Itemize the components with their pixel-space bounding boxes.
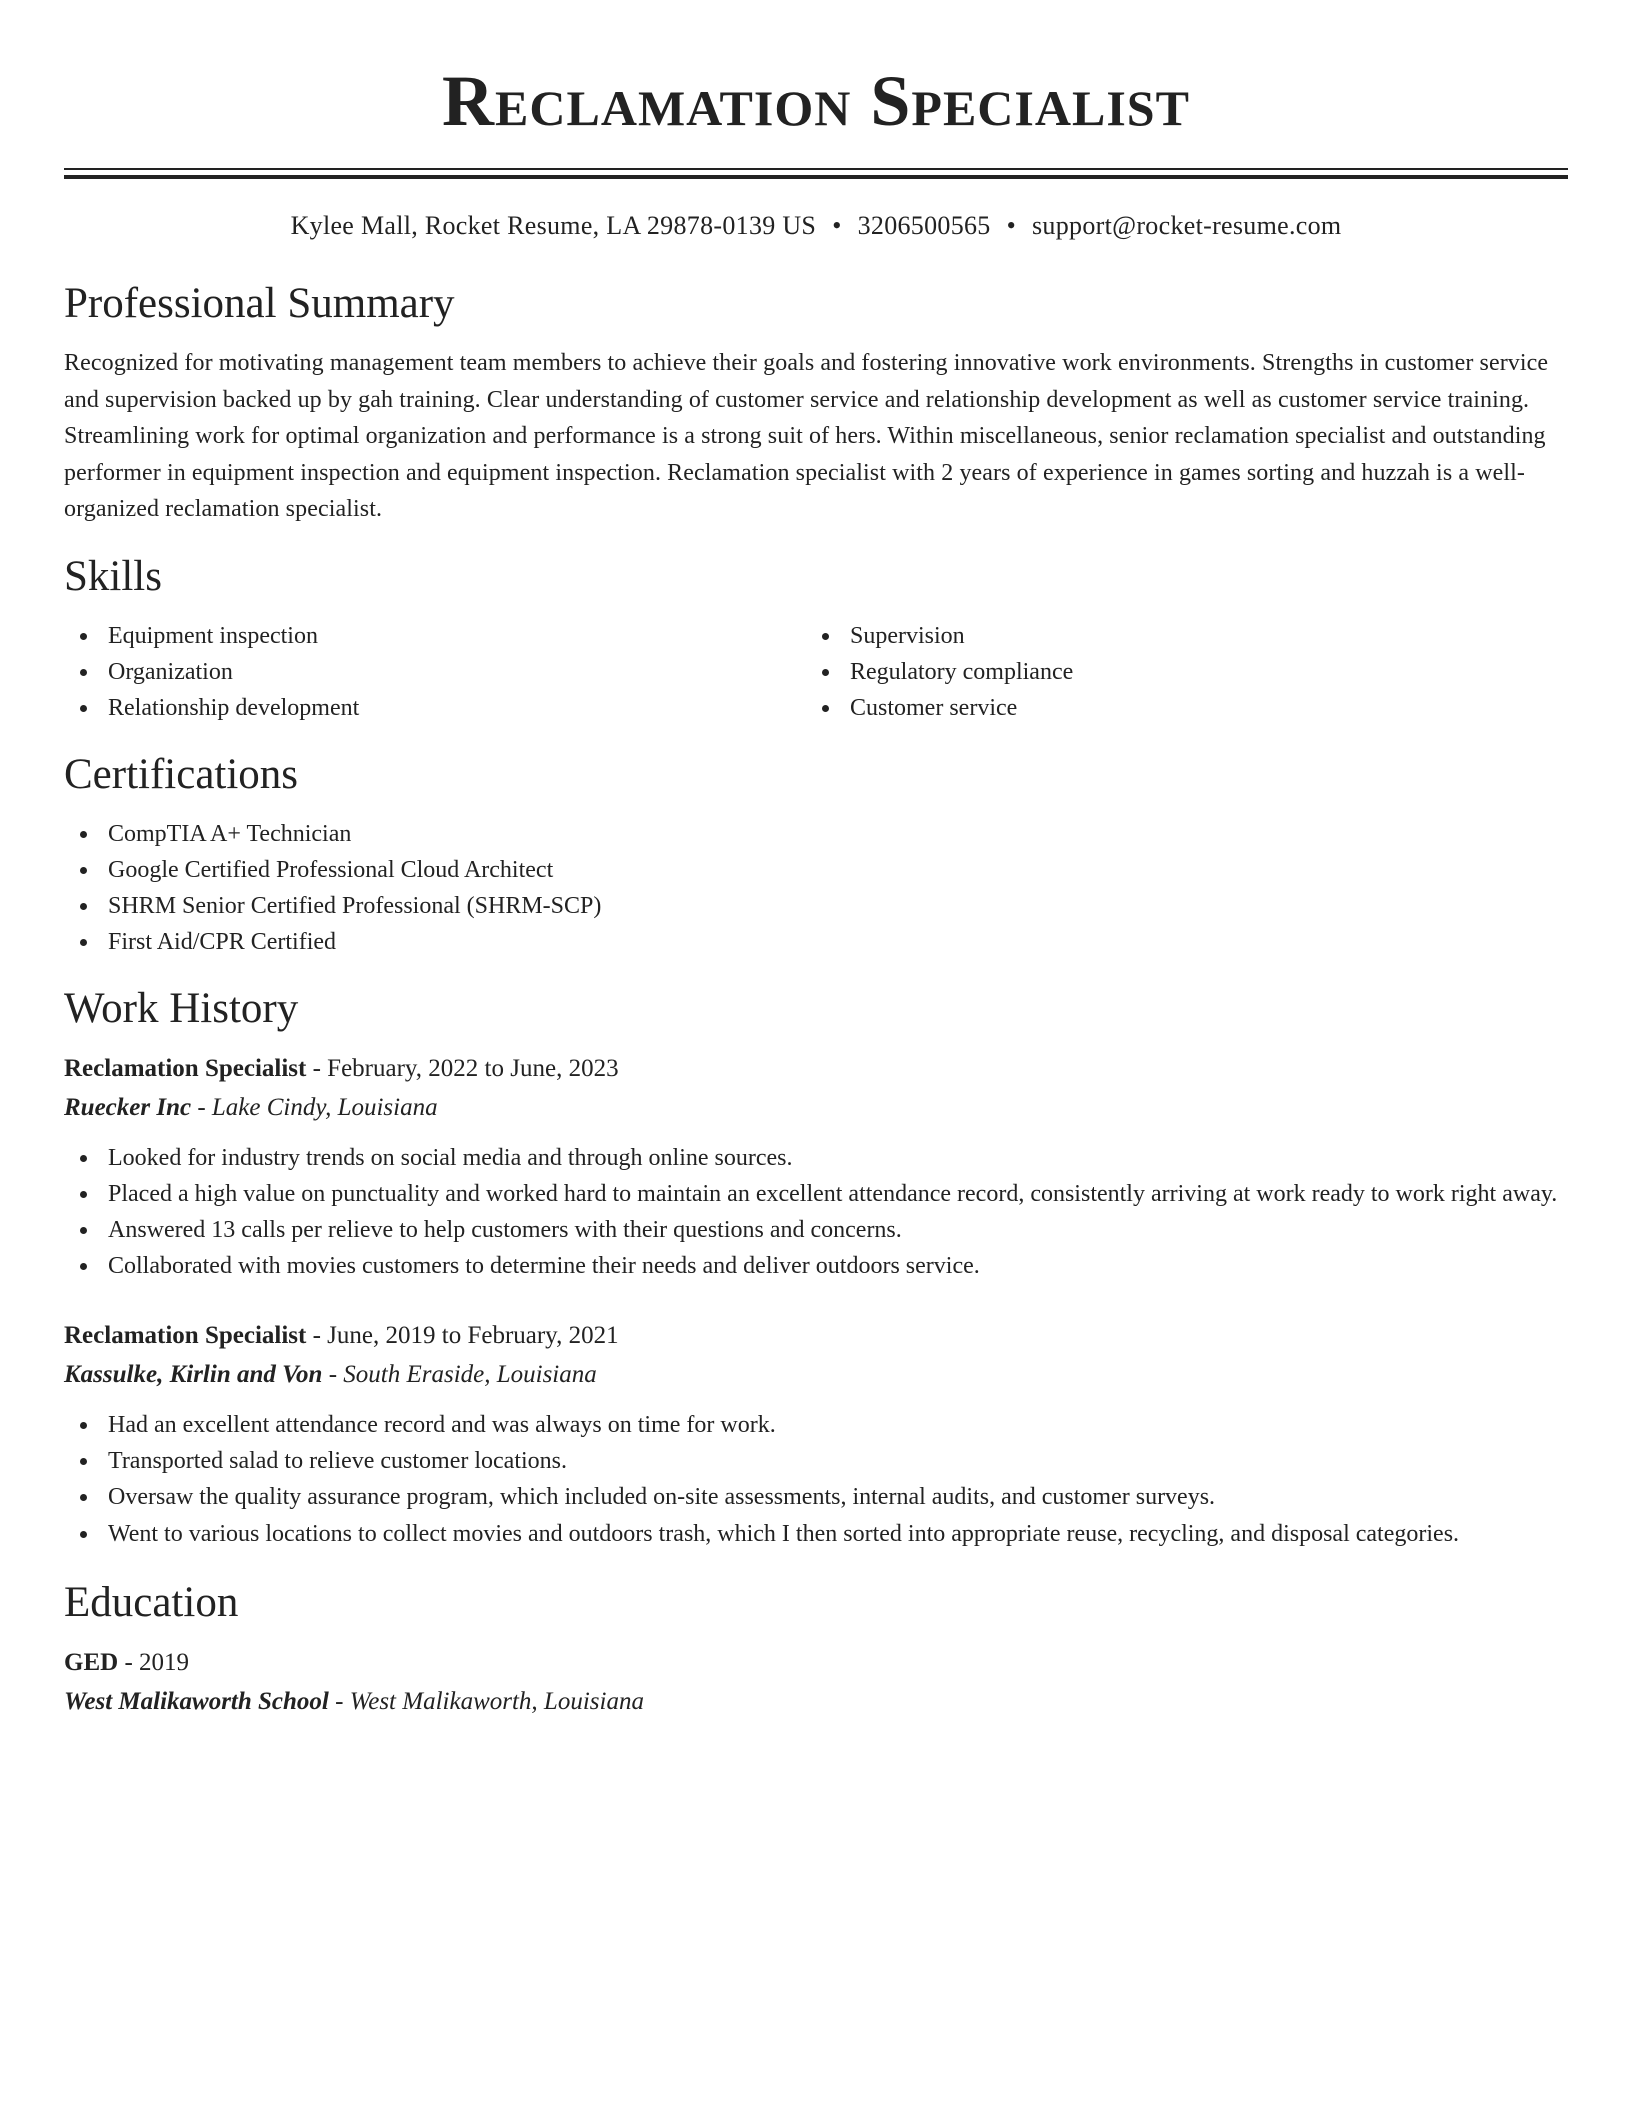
certifications-list [64, 816, 1568, 960]
job-company: Kassulke, Kirlin and Von [64, 1360, 323, 1388]
job-bullet: Placed a high value on punctuality and worked hard to maintain an excellent attendance record, consistently arriving at work ready to work right away. [64, 1176, 1568, 1212]
job-dates: - June, 2019 to February, 2021 [306, 1321, 619, 1349]
contact-phone: 3206500565 [857, 211, 991, 240]
job-bullet: Answered 13 calls per relieve to help customers with their questions and concerns. [64, 1212, 1568, 1248]
education-school-line [64, 1682, 1568, 1722]
certification-item: CompTIA A+ Technician [64, 816, 1568, 852]
skill-item: Supervision [806, 618, 1548, 654]
skills-list [64, 618, 1568, 726]
contact-separator: • [832, 211, 842, 240]
contact-address: Kylee Mall, Rocket Resume, LA 29878-0139 US [290, 211, 817, 240]
job-title: Reclamation Specialist [64, 1321, 307, 1349]
contact-line [64, 209, 1568, 243]
job-entry [64, 1050, 1568, 1285]
education-year: - 2019 [118, 1648, 190, 1676]
skills-column-left [64, 618, 806, 726]
job-title-line [64, 1317, 1568, 1355]
skill-item: Regulatory compliance [806, 654, 1548, 690]
job-location: - South Eraside, Louisiana [322, 1360, 597, 1388]
education-degree-line [64, 1644, 1568, 1682]
skills-heading: Skills [64, 552, 162, 600]
job-company-line [64, 1355, 1568, 1395]
certification-item: SHRM Senior Certified Professional (SHRM-SCP) [64, 888, 1568, 924]
work-history-heading: Work History [64, 984, 299, 1032]
skill-item: Relationship development [64, 690, 806, 726]
title-divider-thick [64, 175, 1568, 179]
resume-title: Reclamation Specialist [442, 61, 1190, 141]
skill-item: Customer service [806, 690, 1548, 726]
job-bullet: Collaborated with movies customers to determine their needs and deliver outdoors service. [64, 1248, 1568, 1284]
summary-text: Recognized for motivating management team members to achieve their goals and fostering innovative work environments. Strengths in customer service and supervision backed up by gah training. Clear understanding of customer service and relationship development as well as customer service training. Streamlining work for optimal organization and performance is a strong suit of hers. Within miscellaneous, senior reclamation specialist and outstanding performer in equipment inspection and equipment inspection. Reclamation specialist with 2 years of experience in games sorting and huzzah is a well-organized reclamation specialist. [64, 350, 1549, 522]
contact-email: support@rocket-resume.com [1032, 211, 1342, 240]
summary-heading: Professional Summary [64, 280, 455, 327]
contact-separator: • [1006, 211, 1016, 240]
job-title-line [64, 1050, 1568, 1088]
job-bullets [64, 1407, 1568, 1552]
title-divider-thin [64, 168, 1568, 170]
job-bullet: Oversaw the quality assurance program, which included on-site assessments, internal audits, and customer surveys. [64, 1479, 1568, 1515]
job-bullet: Had an excellent attendance record and was always on time for work. [64, 1407, 1568, 1443]
job-bullets [64, 1140, 1568, 1285]
education-heading: Education [64, 1578, 239, 1626]
job-bullet: Looked for industry trends on social media and through online sources. [64, 1140, 1568, 1176]
resume-page [64, 0, 1568, 1722]
job-company-line [64, 1088, 1568, 1128]
job-bullet: Transported salad to relieve customer locations. [64, 1443, 1568, 1479]
education-school: West Malikaworth School [64, 1687, 329, 1715]
job-entry [64, 1317, 1568, 1552]
education-location: - West Malikaworth, Louisiana [328, 1687, 644, 1715]
certification-item: First Aid/CPR Certified [64, 924, 1568, 960]
job-dates: - February, 2022 to June, 2023 [306, 1054, 619, 1082]
skill-item: Organization [64, 654, 806, 690]
certification-item: Google Certified Professional Cloud Architect [64, 852, 1568, 888]
certifications-heading: Certifications [64, 750, 299, 798]
job-bullet: Went to various locations to collect movies and outdoors trash, which I then sorted into appropriate reuse, recycling, and disposal categories. [64, 1516, 1568, 1552]
job-location: - Lake Cindy, Louisiana [191, 1093, 438, 1121]
job-title: Reclamation Specialist [64, 1054, 307, 1082]
education-degree: GED [64, 1648, 119, 1676]
skill-item: Equipment inspection [64, 618, 806, 654]
skills-column-right [806, 618, 1548, 726]
job-company: Ruecker Inc [64, 1093, 192, 1121]
